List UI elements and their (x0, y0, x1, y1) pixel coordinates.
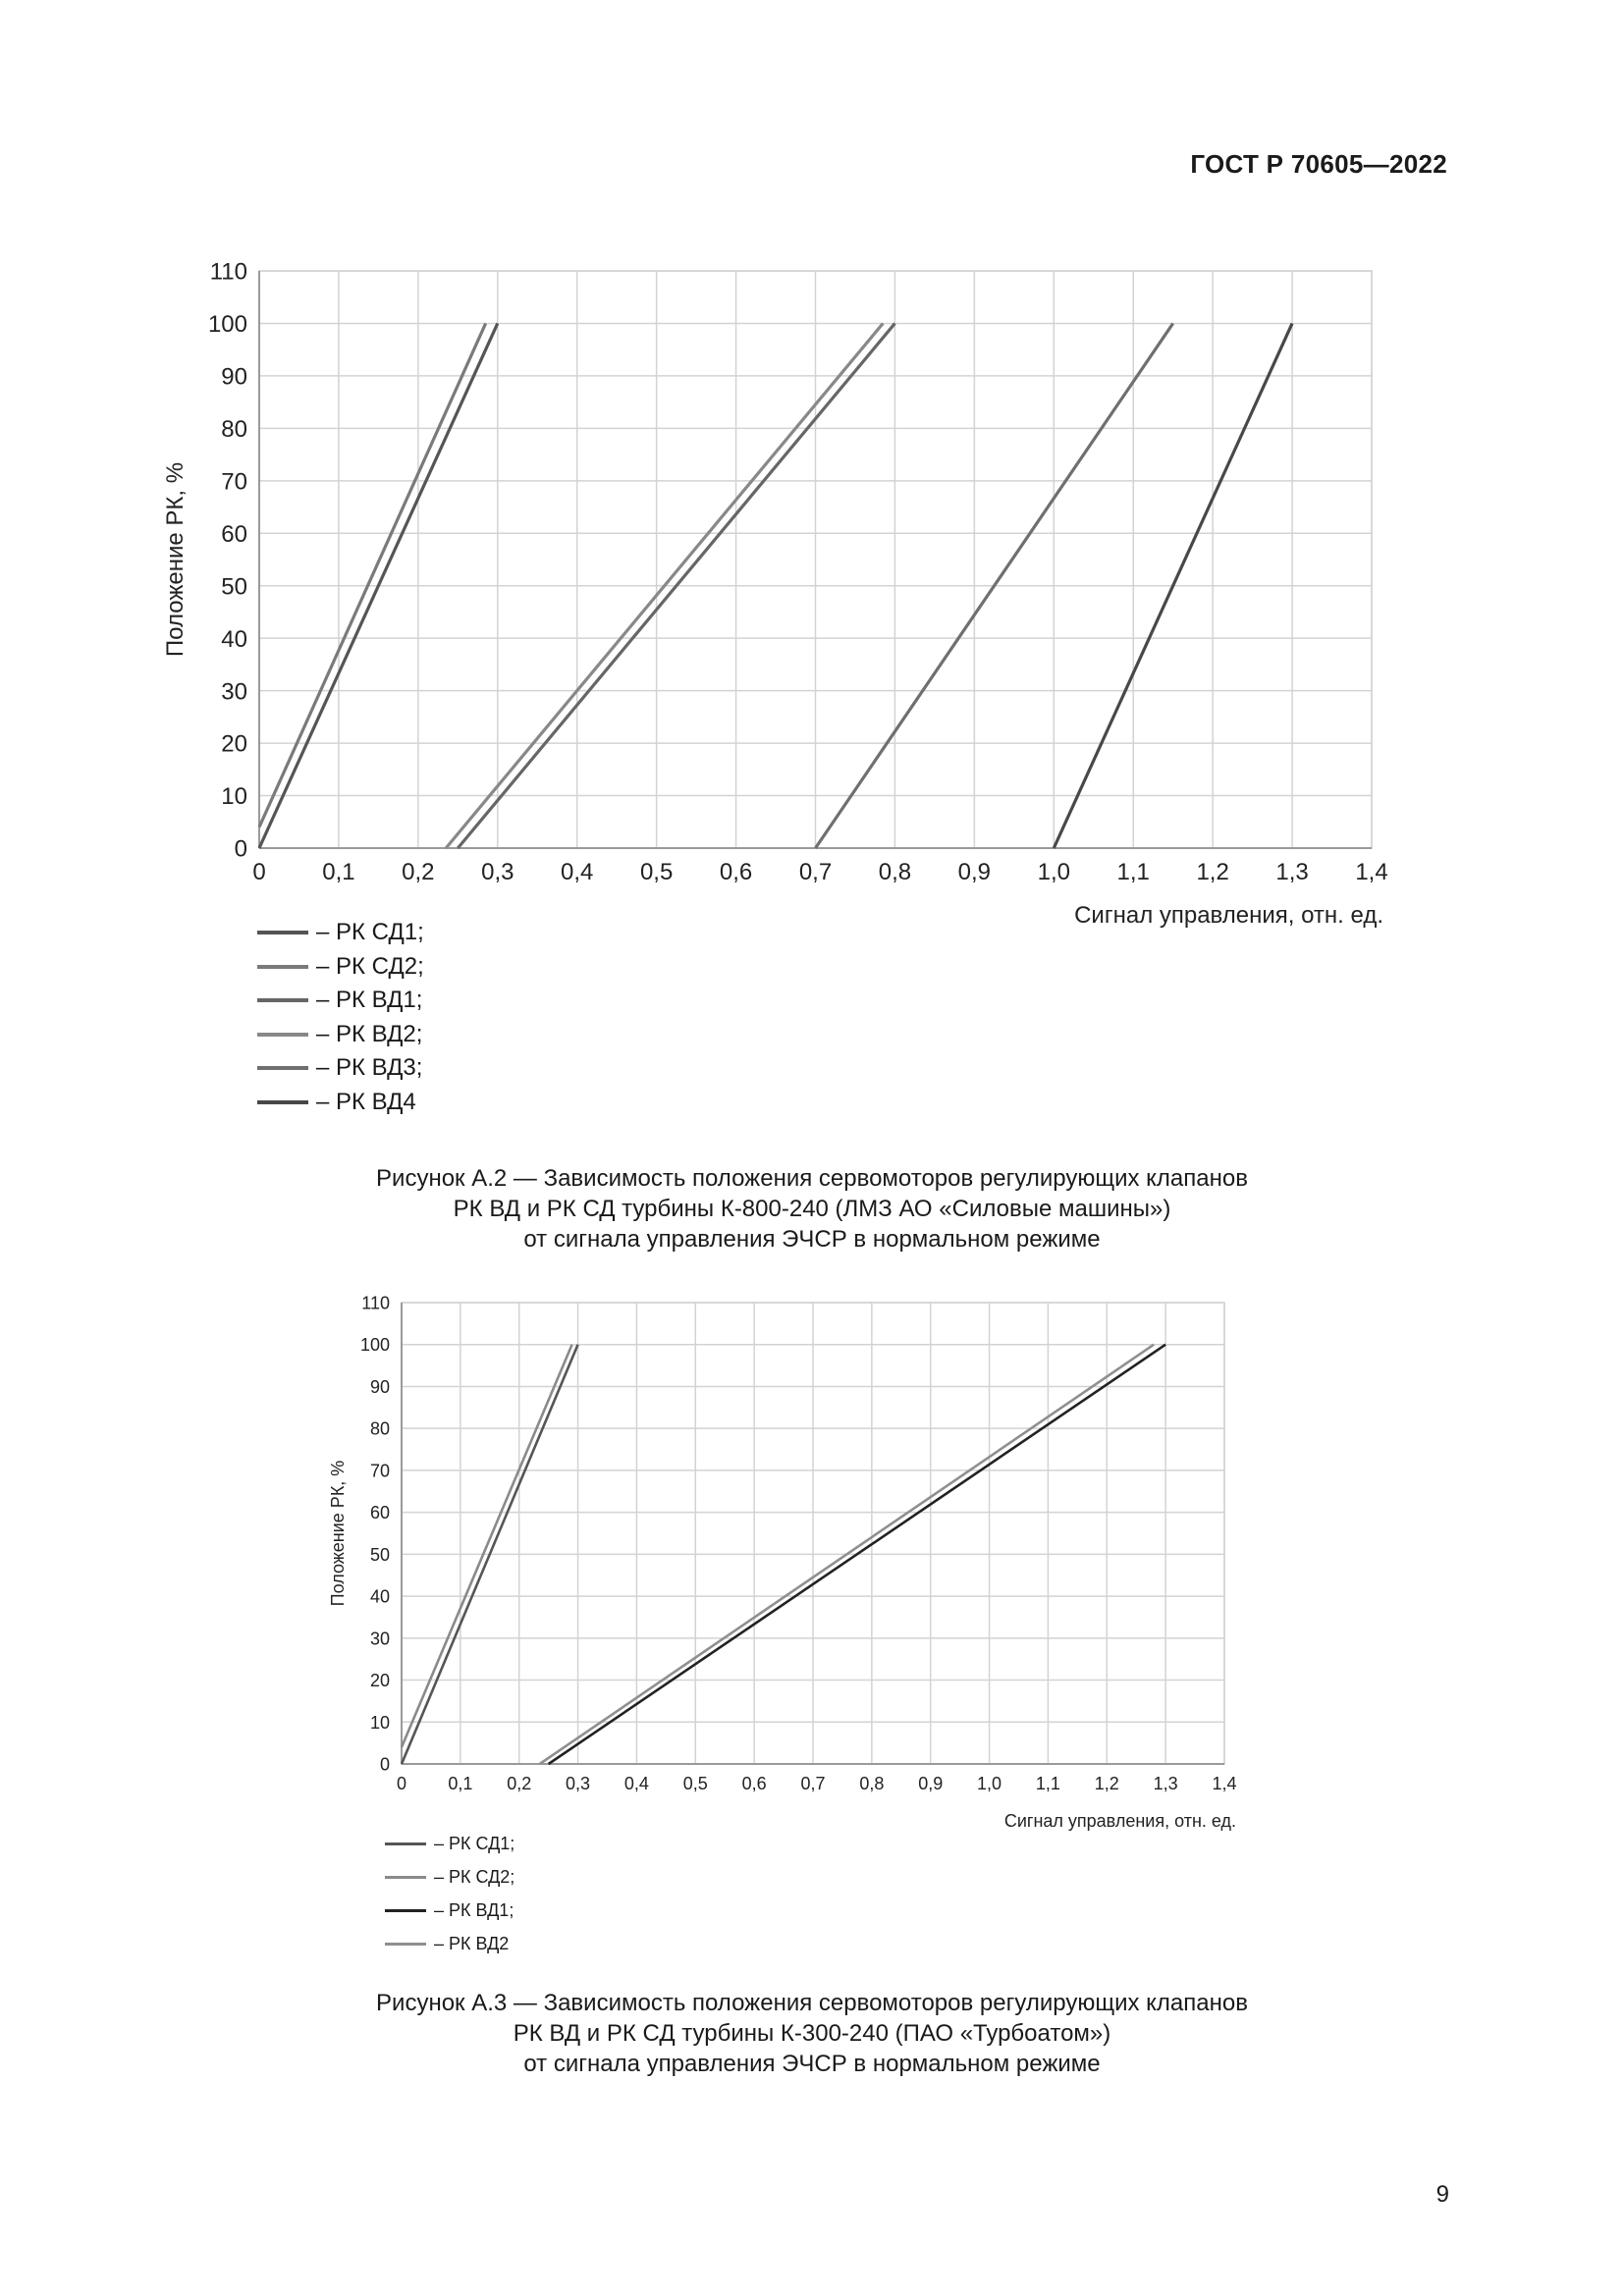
x-tick-label: 1,3 (1153, 1774, 1178, 1793)
x-tick-label: 1,2 (1094, 1774, 1119, 1793)
x-tick-label: 0,8 (859, 1774, 885, 1793)
x-tick-label: 0 (396, 1774, 407, 1793)
x-tick-label: 1,0 (977, 1774, 1002, 1793)
legend-item (385, 1860, 514, 1894)
legend-label: – РК ВД2; (316, 1020, 423, 1047)
y-tick-label: 30 (369, 1629, 390, 1649)
x-tick-label: 0,5 (682, 1774, 708, 1793)
y-tick-label: 0 (379, 1754, 390, 1775)
x-tick-label: 1,2 (1196, 859, 1229, 885)
y-tick-label: 60 (221, 520, 247, 548)
y-tick-label: 30 (221, 678, 247, 706)
y-tick-label: 10 (221, 783, 247, 811)
y-tick-label: 50 (369, 1544, 390, 1565)
x-tick-label: 0,2 (402, 859, 435, 885)
y-tick-label: 20 (369, 1671, 390, 1691)
x-tick-label: 0,7 (798, 859, 833, 885)
x-tick-label: 1,0 (1037, 859, 1070, 885)
caption-line: РК ВД и РК СД турбины К-800-240 (ЛМЗ АО «Силовые машины») (453, 1196, 1171, 1222)
x-tick-label: 0,3 (566, 1774, 591, 1793)
caption-line: от сигнала управления ЭЧСР в нормальном режиме (523, 1226, 1101, 1253)
x-tick-label: 0 (252, 859, 266, 885)
y-tick-label: 20 (221, 730, 247, 758)
y-tick-label: 80 (369, 1418, 390, 1439)
x-tick-label: 0,7 (800, 1774, 826, 1793)
x-tick-label: 0,5 (639, 859, 674, 885)
y-tick-label: 50 (221, 573, 247, 601)
y-axis-title: Положение РК, % (328, 1460, 348, 1607)
legend-label: – РК СД1; (434, 1833, 515, 1853)
x-tick-label: 0,1 (322, 859, 355, 885)
y-tick-label: 0 (234, 835, 247, 863)
y-tick-label: 100 (359, 1335, 390, 1356)
legend-label: – РК СД1; (316, 919, 424, 946)
legend-label: – РК ВД1; (316, 987, 423, 1014)
x-axis-title: Сигнал управления, отн. ед. (1074, 902, 1383, 929)
y-tick-label: 80 (221, 416, 247, 444)
x-tick-label: 1,1 (1116, 859, 1150, 885)
caption-line: Рисунок А.3 — Зависимость положения сервомоторов регулирующих клапанов (376, 1990, 1248, 2016)
x-tick-label: 1,1 (1035, 1774, 1060, 1793)
document-id: ГОСТ Р 70605—2022 (1190, 149, 1447, 179)
caption-line: РК ВД и РК СД турбины К-300-240 (ПАО «Турбоатом») (513, 2020, 1111, 2047)
legend-label: – РК ВД4 (316, 1088, 416, 1115)
legend-item (385, 1827, 514, 1860)
legend-swatch (385, 1943, 426, 1946)
x-tick-label: 0,8 (878, 859, 912, 885)
figure-a3-caption (0, 1988, 1624, 2079)
y-tick-label: 70 (221, 468, 247, 496)
legend-label: – РК ВД2 (434, 1933, 510, 1953)
x-tick-label: 1,4 (1355, 859, 1388, 885)
legend-item (385, 1927, 514, 1960)
x-tick-label: 0,9 (918, 1774, 944, 1793)
chart-a3-legend (385, 1827, 514, 1960)
y-tick-label: 90 (369, 1376, 390, 1397)
x-tick-label: 0,4 (623, 1774, 649, 1793)
y-tick-label: 40 (221, 625, 247, 653)
legend-swatch (385, 1842, 426, 1845)
caption-line: от сигнала управления ЭЧСР в нормальном режиме (523, 2051, 1101, 2077)
y-tick-label: 40 (369, 1586, 390, 1607)
y-tick-label: 100 (207, 311, 247, 339)
y-axis-title: Положение РК, % (162, 461, 189, 658)
legend-swatch (385, 1876, 426, 1879)
y-tick-label: 10 (369, 1712, 390, 1733)
legend-label: – РК СД2; (434, 1866, 515, 1887)
y-tick-label: 90 (221, 363, 247, 391)
series-line-2 (402, 1345, 572, 1747)
x-tick-label: 1,4 (1212, 1774, 1237, 1793)
x-tick-label: 0,2 (507, 1774, 532, 1793)
legend-label: – РК СД2; (316, 952, 424, 980)
x-tick-label: 0,3 (481, 859, 514, 885)
caption-line: Рисунок А.2 — Зависимость положения сервомоторов регулирующих клапанов (376, 1165, 1248, 1192)
x-tick-label: 0,1 (448, 1774, 473, 1793)
x-tick-label: 0,6 (719, 859, 753, 885)
legend-item (385, 1894, 514, 1927)
y-tick-label: 110 (209, 258, 247, 286)
legend-label: – РК ВД1; (434, 1899, 514, 1920)
x-tick-label: 0,6 (741, 1774, 767, 1793)
y-tick-label: 70 (369, 1461, 390, 1481)
y-tick-label: 60 (369, 1503, 390, 1523)
x-axis-title: Сигнал управления, отн. ед. (1003, 1811, 1236, 1831)
x-tick-label: 0,9 (957, 859, 992, 885)
y-tick-label: 110 (361, 1293, 390, 1313)
x-tick-label: 0,4 (561, 859, 594, 885)
legend-label: – РК ВД3; (316, 1054, 423, 1082)
page-number: 9 (1435, 2181, 1449, 2208)
legend-swatch (385, 1909, 426, 1912)
x-tick-label: 1,3 (1275, 859, 1309, 885)
